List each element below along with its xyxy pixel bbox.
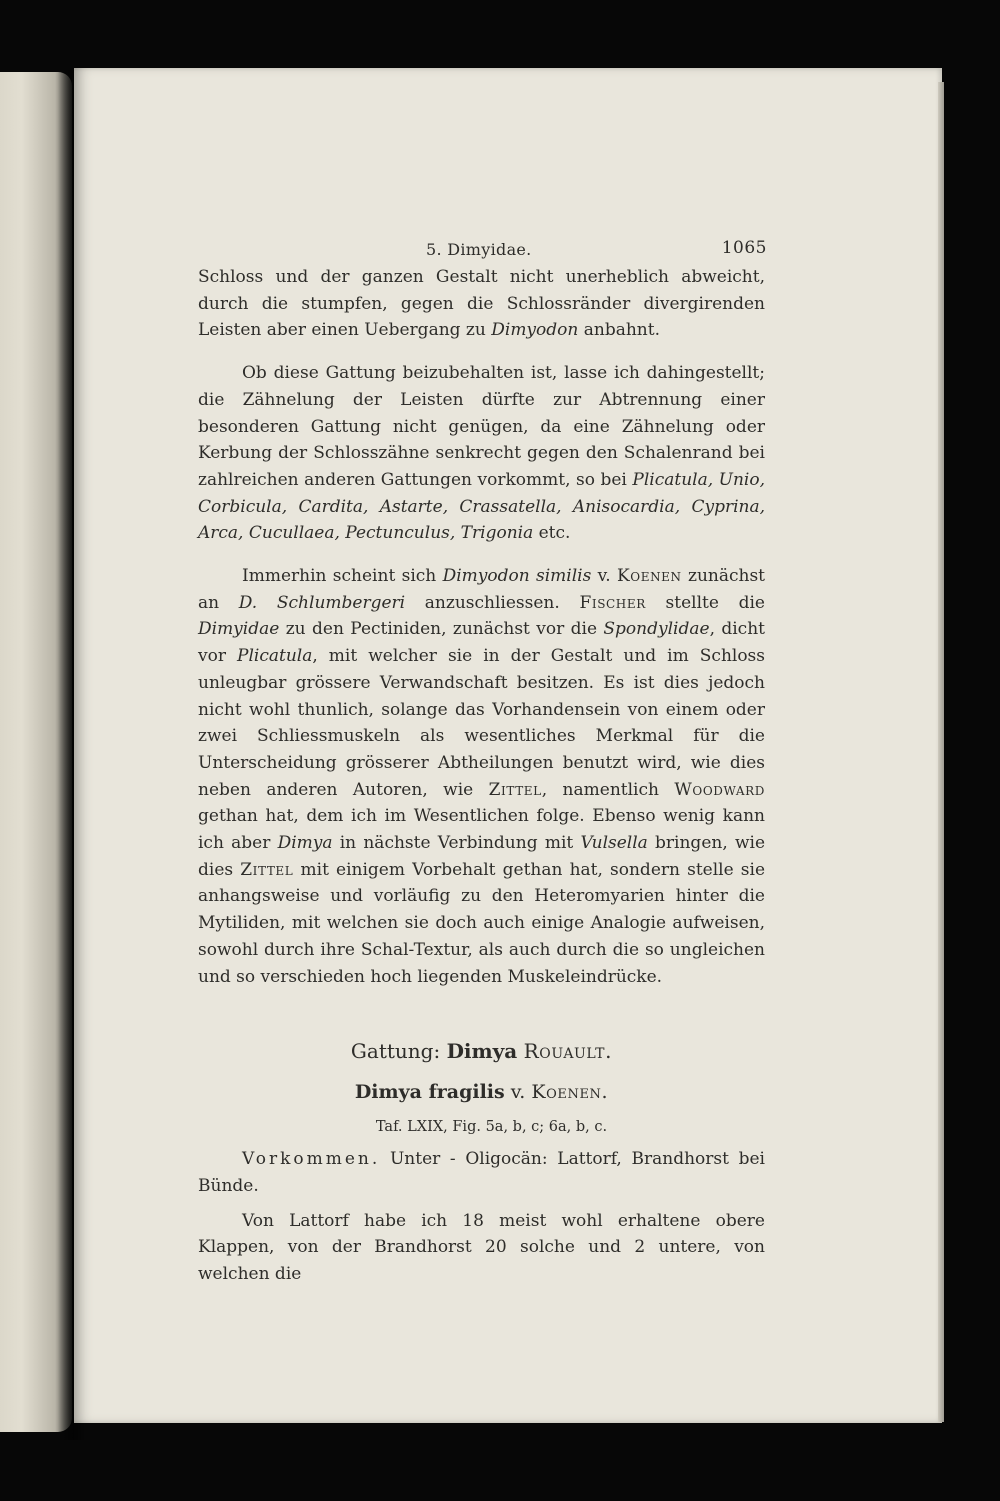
running-title: 5. Dimyidae. <box>426 240 532 259</box>
species-heading: Dimya fragilis v. Koenen. <box>354 1081 609 1104</box>
occurrence-paragraph: Vorkommen. Unter - Oligocän: Lattorf, Brandhorst bei Bünde. <box>198 1149 765 1196</box>
running-header <box>198 232 765 264</box>
page-number: 1065 <box>721 238 767 258</box>
author-name: Woodward <box>674 779 765 800</box>
page-text <box>198 232 765 1288</box>
occurrence-label: Vorkommen. <box>242 1149 381 1170</box>
author-name: Koenen <box>616 566 682 587</box>
genus-list: Plicatula, Unio, Corbicula, Cardita, Astarte, Crassatella, Anisocardia, Cyprina, Arca, Cucullaea, Pectunculus, Trigonia <box>198 469 765 544</box>
paragraph-1: Schloss und der ganzen Gestalt nicht unerheblich abweicht, durch die stumpfen, gegen die Schlossränder divergirenden Leisten aber einen Uebergang zu Dimyodon anbahnt. <box>198 267 765 341</box>
author-name: Zittel <box>488 779 542 800</box>
page-fore-edge <box>938 82 944 1422</box>
paragraph-2: Ob diese Gattung beizubehalten ist, lasse ich dahingestellt; die Zähnelung der Leisten dürfte zur Abtrennung einer besonderen Gattung nicht genügen, da eine Zähnelung oder Kerbung der Schlosszähne senkrecht gegen den Schalenrand bei zahlreichen anderen Gattungen vorkommt, so bei Plicatula, Unio, Corbicula, Cardita, Astarte, Crassatella, Anisocardia, Cyprina, Arca, Cucullaea, Pectunculus, Trigonia etc. <box>198 363 765 544</box>
paragraph-3: Immerhin scheint sich Dimyodon similis v. Koenen zunächst an D. Schlumbergeri anzuschliessen. Fischer stellte die Dimyidae zu den Pectiniden, zunächst vor die Spondylidae, dicht vor Plicatula, mit welcher sie in der Gestalt und im Schloss unleugbar grössere Verwandschaft besitzen. Es ist dies jedoch nicht wohl thunlich, solange das Vorhandensein von einem oder zwei Schliessmuskeln als wesentliches Merkmal für die Unterscheidung grösserer Abtheilungen benutzt wird, wie dies neben anderen Autoren, wie Zittel, namentlich Woodward gethan hat, dem ich im Wesentlichen folge. Ebenso wenig kann ich aber Dimya in nächste Verbindung mit Vulsella bringen, wie dies Zittel mit einigem Vorbehalt gethan hat, sondern stelle sie anhangsweise und vorläufig zu den Heteromyarien hinter die Mytiliden, mit welchen sie doch auch einige Analogie aufweisen, sowohl durch ihre Schal-Textur, als auch durch die so ungleichen und so verschieden hoch liegenden Muskeleindrücke. <box>198 566 766 987</box>
genus-heading: Gattung: Dimya Rouault. <box>350 1039 613 1064</box>
genus-name: Dimyodon <box>491 320 579 341</box>
author-name: Zittel <box>240 859 294 880</box>
author-name: Fischer <box>579 592 646 613</box>
plate-reference: Taf. LXIX, Fig. 5a, b, c; 6a, b, c. <box>375 1119 608 1136</box>
paragraph-4: Von Lattorf habe ich 18 meist wohl erhaltene obere Klappen, von der Brandhorst 20 solche und 2 untere, von welchen die <box>198 1210 765 1285</box>
